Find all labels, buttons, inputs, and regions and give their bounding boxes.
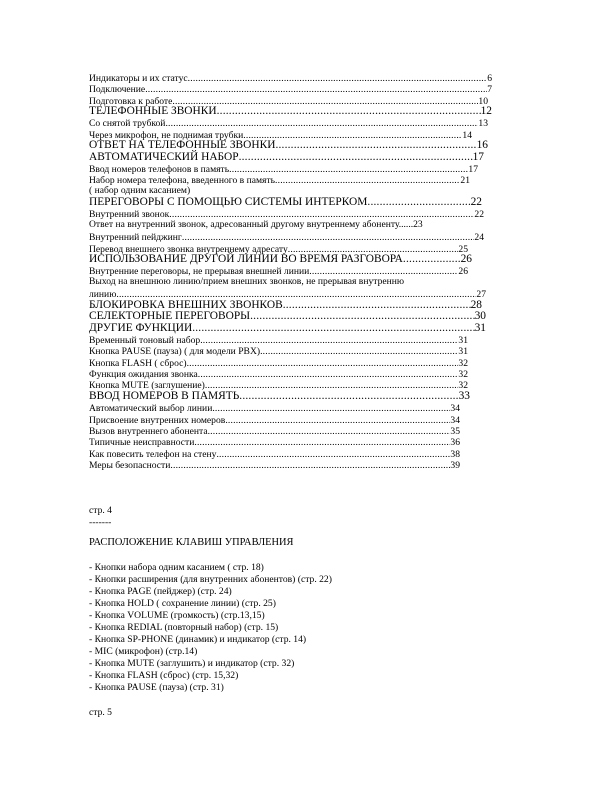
toc-note: Выход на внешнюю линию/прием внешних звонков, не прерывая внутренню <box>89 276 405 288</box>
toc-dot-leader <box>275 176 460 186</box>
toc-entry-page: 31 <box>458 346 468 358</box>
toc-entry-page: 31 <box>458 334 468 346</box>
control-list-item: - Кнопка REDIAL (повторный набор) (стр. 15) <box>89 622 279 633</box>
toc-dot-leader <box>198 370 459 380</box>
toc-dot-leader <box>188 74 488 84</box>
toc-entry-title: Временный тоновый набор <box>89 334 201 346</box>
toc-dot-leader <box>145 85 487 95</box>
toc-entry-title: Индикаторы и их статус <box>89 72 188 84</box>
toc-entry-title: Меры безопасности <box>89 460 171 472</box>
toc-entry-title: АВТОМАТИЧЕСКИЙ НАБОР <box>89 150 239 163</box>
toc-entry-title: СЕЛЕКТОРНЫЕ ПЕРЕГОВОРЫ <box>89 310 251 323</box>
toc-entry-title: БЛОКИРОВКА ВНЕШНИХ ЗВОНКОВ <box>89 298 283 311</box>
toc-entry-title: линию <box>89 289 117 301</box>
toc-dot-leader <box>170 461 450 471</box>
toc-entry <box>89 334 468 345</box>
toc-entry <box>89 163 478 174</box>
toc-entry <box>89 118 488 129</box>
control-list-item: - Кнопка PAGE (пейджер) (стр. 24) <box>89 586 232 597</box>
control-list-item: - Кнопки расширения (для внутренних абонентов) (стр. 22) <box>89 574 332 585</box>
toc-entry-title: Набор номера телефона, введенного в память <box>89 175 276 187</box>
toc-dot-leader <box>205 381 459 391</box>
toc-entry-page: 17 <box>468 163 478 175</box>
toc-dot-leader <box>283 300 471 311</box>
toc-entry-title: Как повесить телефон на стену <box>89 448 217 460</box>
toc-entry <box>89 368 468 379</box>
toc-dot-leader <box>212 404 450 414</box>
toc-entry-page: 21 <box>460 175 470 187</box>
toc-dot-leader <box>239 391 458 402</box>
toc-entry <box>89 448 460 459</box>
toc-entry <box>89 231 484 242</box>
toc-entry-title: ИСПОЛЬЗОВАНИЕ ДРУГОЙ ЛИНИИ ВО ВРЕМЯ РАЗГОВОРА <box>89 253 403 266</box>
toc-entry-title: Вызов внутреннего абонента <box>89 425 208 437</box>
controls-list <box>89 563 332 695</box>
toc-entry-page: 22 <box>474 209 484 221</box>
toc-entry-title: ТЕЛЕФОННЫЕ ЗВОНКИ <box>89 105 217 118</box>
toc-entry-page: 22 <box>470 196 482 209</box>
toc-note: ( набор одним касанием) <box>89 184 191 196</box>
toc-entry <box>89 106 492 117</box>
toc-entry-title: Функция ожидания звонка <box>89 368 198 380</box>
toc-entry-title: Внутренние переговоры, не прерывая внешней линии <box>89 266 310 278</box>
toc-dot-leader <box>192 323 474 334</box>
control-list-item: - Кнопка PAUSE (пауза) (стр. 31) <box>89 682 224 693</box>
toc-entry-page: 34 <box>450 414 460 426</box>
toc-entry-page: 32 <box>458 368 468 380</box>
toc-entry-page: 28 <box>470 298 482 311</box>
section-heading: РАСПОЛОЖЕНИЕ КЛАВИШ УПРАВЛЕНИЯ <box>89 537 294 548</box>
toc-entry-title: Присвоение внутренних номеров <box>89 414 226 426</box>
toc-dot-leader <box>403 254 461 265</box>
toc-entry-title: Внутренний пейджинг <box>89 232 182 244</box>
toc-entry-title: Кнопка MUTE (заглушение) <box>89 380 205 392</box>
toc-dot-leader <box>229 165 468 175</box>
toc-entry-page: 32 <box>458 380 468 392</box>
toc-entry-title: Внутренний звонок <box>89 209 170 221</box>
toc-entry <box>89 425 460 436</box>
toc-dot-leader <box>260 347 458 357</box>
toc-entry <box>89 402 460 413</box>
control-list-item: - Кнопка SP-PHONE (динамик) и индикатор (стр. 14) <box>89 634 307 645</box>
toc-entry <box>89 437 460 448</box>
toc-entry-page: 35 <box>450 425 460 437</box>
toc-entry-page: 16 <box>476 139 488 152</box>
toc-entry <box>89 72 492 83</box>
toc-entry-page: 13 <box>478 118 488 130</box>
toc-dot-leader <box>208 427 451 437</box>
toc-dot-leader <box>216 450 450 460</box>
toc-entry-page: 12 <box>480 105 492 118</box>
toc-entry-title: Типичные неисправности <box>89 437 195 449</box>
page-number-label: стр. 4 <box>89 505 112 516</box>
toc-dot-leader <box>275 140 476 151</box>
toc-entry-page: 38 <box>450 448 460 460</box>
page-number-label-2: стр. 5 <box>89 707 112 718</box>
toc-entry-title: Кнопка FLASH ( сброс) <box>89 357 187 369</box>
control-list-item: - Кнопка MUTE (заглушить) и индикатор (стр. 32) <box>89 658 295 669</box>
toc-dot-leader <box>182 233 475 243</box>
toc-dot-leader <box>165 119 478 129</box>
toc-entry-page: 34 <box>450 403 460 415</box>
toc-dot-leader <box>172 97 478 107</box>
toc-entry <box>89 254 472 265</box>
toc-entry <box>89 357 468 368</box>
toc-entry-page: 32 <box>458 357 468 369</box>
toc-entry-title: Подготовка к работе <box>89 95 173 107</box>
toc-entry-page: 36 <box>450 437 460 449</box>
toc-entry-title: Подключение <box>89 84 146 96</box>
toc-entry-title: ПЕРЕГОВОРЫ С ПОМОЩЬЮ СИСТЕМЫ ИНТЕРКОМ <box>89 196 368 209</box>
toc-entry-page: 10 <box>478 95 488 107</box>
toc-entry-title: ОТВЕТ НА ТЕЛЕФОННЫЕ ЗВОНКИ <box>89 139 276 152</box>
toc-dot-leader <box>217 106 481 117</box>
toc-dot-leader <box>194 438 450 448</box>
toc-entry-title: Автоматический выбор линии <box>89 403 213 415</box>
toc-entry <box>89 391 470 402</box>
toc-entry <box>89 197 482 208</box>
toc-entry <box>89 459 460 470</box>
toc-entry-title: Перевод внешнего звонка внутреннему адресату <box>89 243 288 255</box>
toc-entry-page: 25 <box>458 243 468 255</box>
toc-entry-page: 30 <box>474 310 486 323</box>
toc-entry-page: 7 <box>487 84 492 96</box>
toc-dot-leader <box>367 197 470 208</box>
toc-entry-title: ДРУГИЕ ФУНКЦИИ <box>89 321 193 334</box>
toc-entry-page: 31 <box>474 321 486 334</box>
table-of-contents <box>89 72 492 472</box>
control-list-item: - Кнопка HOLD ( сохранение линии) (стр. 25) <box>89 598 276 609</box>
toc-entry-page: 39 <box>450 460 460 472</box>
toc-entry-title: Кнопка PAUSE (пауза) ( для модели PBX) <box>89 346 261 358</box>
toc-entry-page: 17 <box>472 150 484 163</box>
separator: ------- <box>89 517 112 528</box>
toc-entry-title: Через микрофон, не поднимая трубки <box>89 129 244 141</box>
toc-dot-leader <box>187 359 459 369</box>
toc-dot-leader <box>225 416 450 426</box>
toc-entry-page: 27 <box>476 289 486 301</box>
toc-entry <box>89 345 468 356</box>
toc-entry <box>89 323 486 334</box>
control-list-item: - Кнопки набора одним касанием ( стр. 18) <box>89 562 264 573</box>
toc-dot-leader <box>250 311 474 322</box>
toc-entry <box>89 414 460 425</box>
toc-entry-title: Ввод номеров телефонов в память <box>89 163 230 175</box>
toc-entry <box>89 152 484 163</box>
toc-entry-page: 6 <box>487 72 492 84</box>
toc-entry-page: 24 <box>474 232 484 244</box>
control-list-item: - Кнопка VOLUME (громкость) (стр.13,15) <box>89 610 265 621</box>
toc-entry <box>89 83 492 94</box>
toc-entry-page: 33 <box>458 389 470 402</box>
toc-entry-title: Со снятой трубкой <box>89 118 166 130</box>
toc-entry-page: 14 <box>462 129 472 141</box>
toc-note: Ответ на внутренний звонок, адресованный другому внутреннему абоненту......23 <box>89 219 423 231</box>
toc-entry <box>89 311 486 322</box>
toc-entry-page: 26 <box>458 266 468 278</box>
toc-entry-title: ВВОД НОМЕРОВ В ПАМЯТЬ <box>89 389 240 402</box>
control-list-item: - MIC (микрофон) (стр.14) <box>89 646 198 657</box>
toc-entry-page: 26 <box>460 253 472 266</box>
control-list-item: - Кнопка FLASH (сброс) (стр. 15,32) <box>89 670 239 681</box>
toc-dot-leader <box>200 336 458 346</box>
toc-dot-leader <box>243 131 462 141</box>
toc-dot-leader <box>239 152 473 163</box>
